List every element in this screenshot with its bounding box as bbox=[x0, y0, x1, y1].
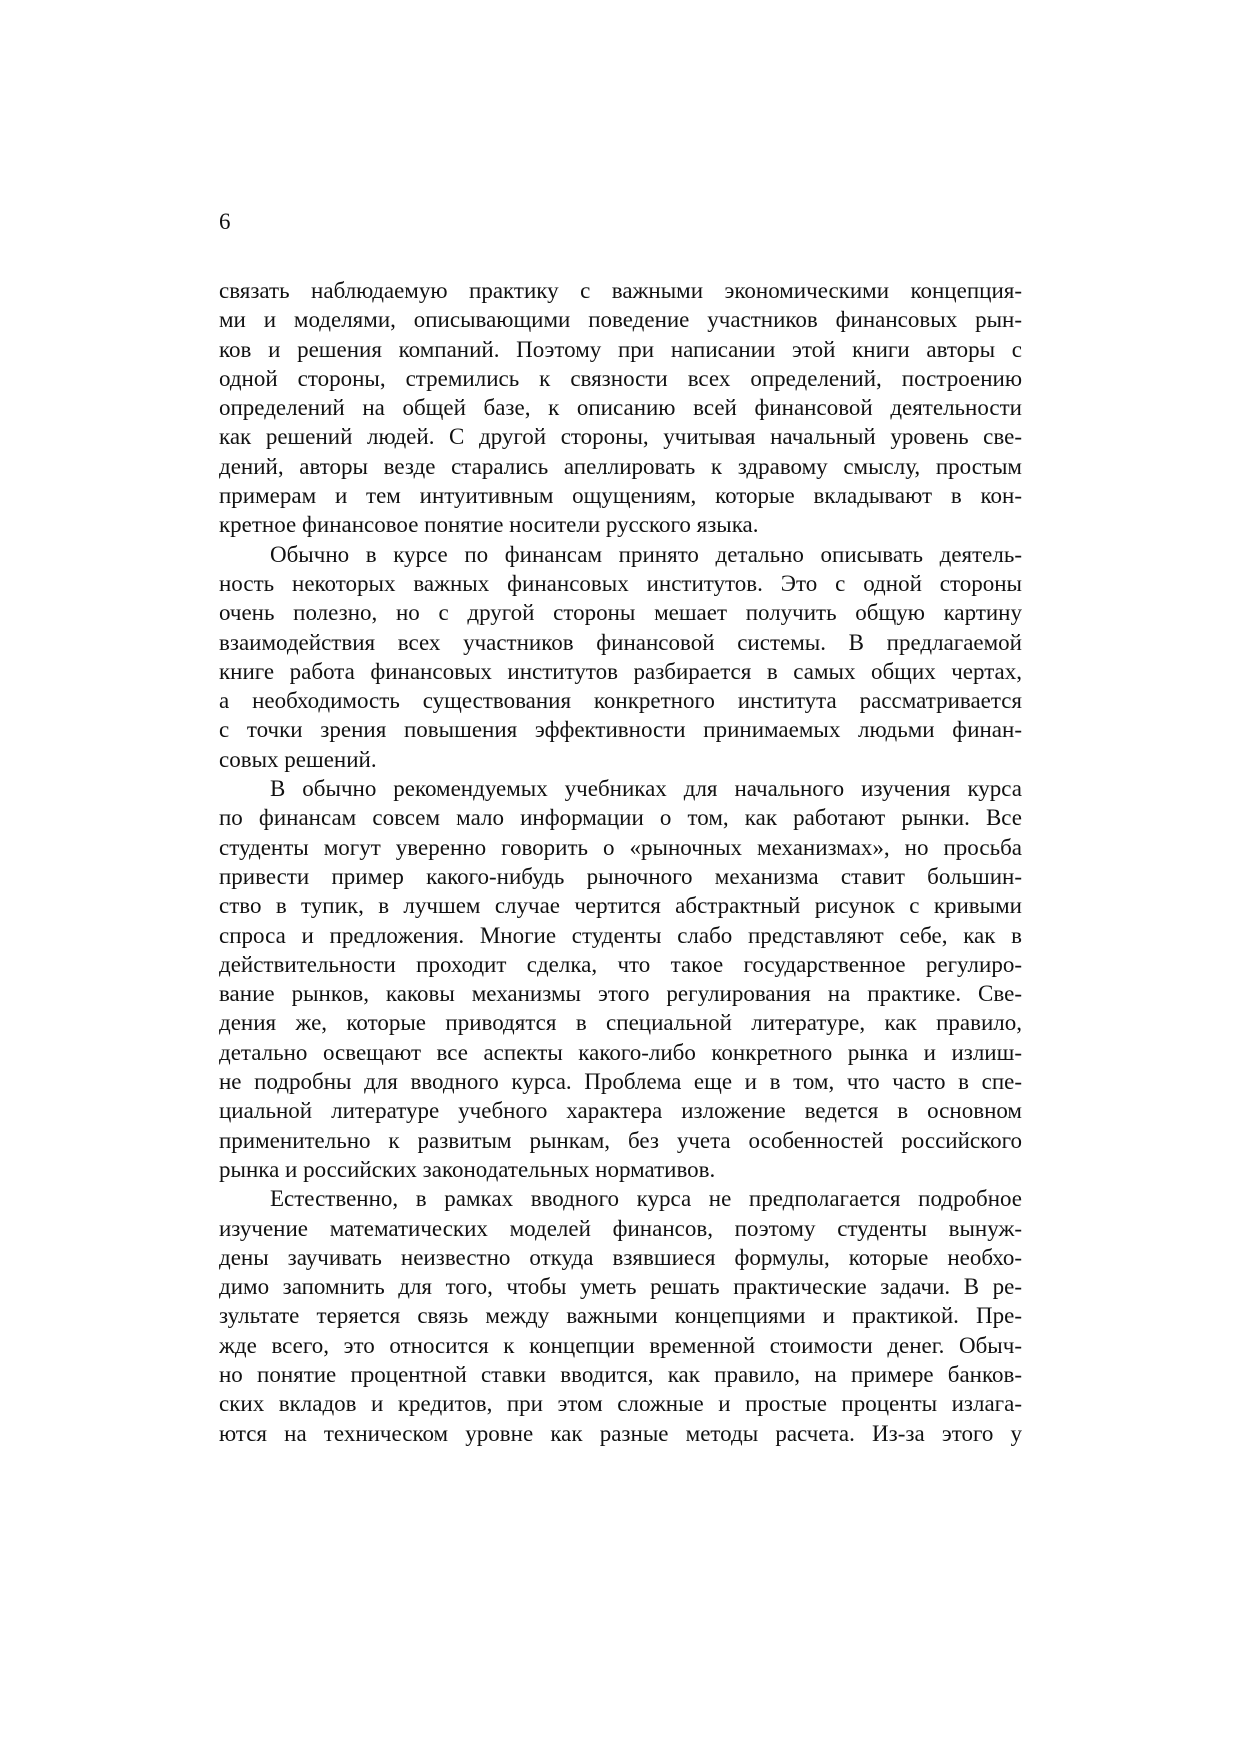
text-line: ность некоторых важных финансовых институтов. Это с одной стороны bbox=[219, 570, 1022, 596]
text-line: спроса и предложения. Многие студенты слабо представляют себе, как в bbox=[219, 922, 1022, 948]
text-line: а необходимость существования конкретного института рассматривается bbox=[219, 688, 1022, 714]
paragraph bbox=[219, 276, 1022, 540]
text-line: с точки зрения повышения эффективности принимаемых людьми финан- bbox=[219, 717, 1022, 743]
text-line: димо запомнить для того, чтобы уметь решать практические задачи. В ре- bbox=[219, 1274, 1022, 1300]
text-line: как решений людей. С другой стороны, учитывая начальный уровень све- bbox=[219, 424, 1022, 450]
paragraph bbox=[219, 774, 1022, 1184]
text-line: совых решений. bbox=[219, 746, 377, 772]
text-line: дены заучивать неизвестно откуда взявшиеся формулы, которые необхо- bbox=[219, 1244, 1022, 1270]
text-line: по финансам совсем мало информации о том, как работают рынки. Все bbox=[219, 805, 1022, 831]
text-line: определений на общей базе, к описанию всей финансовой деятельности bbox=[219, 395, 1022, 421]
text-line: примерам и тем интуитивным ощущениям, которые вкладывают в кон- bbox=[219, 483, 1022, 509]
text-line: очень полезно, но с другой стороны мешает получить общую картину bbox=[219, 600, 1022, 626]
text-line: зультате теряется связь между важными концепциями и практикой. Пре- bbox=[219, 1303, 1022, 1329]
text-line: ство в тупик, в лучшем случае чертится абстрактный рисунок с кривыми bbox=[219, 893, 1022, 919]
text-line: детально освещают все аспекты какого-либо конкретного рынка и излиш- bbox=[219, 1039, 1022, 1065]
text-line: вание рынков, каковы механизмы этого регулирования на практике. Све- bbox=[219, 981, 1022, 1007]
text-line: не подробны для вводного курса. Проблема еще и в том, что часто в спе- bbox=[219, 1069, 1022, 1095]
body-text bbox=[219, 276, 1022, 1448]
text-line: Обычно в курсе по финансам принято детально описывать деятель- bbox=[270, 541, 1022, 567]
text-line: Естественно, в рамках вводного курса не предполагается подробное bbox=[270, 1186, 1022, 1212]
paragraph bbox=[219, 540, 1022, 774]
text-line: одной стороны, стремились к связности всех определений, построению bbox=[219, 365, 1022, 391]
text-line: ских вкладов и кредитов, при этом сложные и простые проценты излага- bbox=[219, 1391, 1022, 1417]
text-line: ков и решения компаний. Поэтому при написании этой книги авторы с bbox=[219, 336, 1022, 362]
text-line: связать наблюдаемую практику с важными экономическими концепция- bbox=[219, 278, 1022, 303]
text-line: привести пример какого-нибудь рыночного механизма ставит большин- bbox=[219, 863, 1022, 889]
text-line: жде всего, это относится к концепции временной стоимости денег. Обыч- bbox=[219, 1332, 1022, 1358]
paragraph bbox=[219, 1184, 1022, 1448]
text-line: рынка и российских законодательных нормативов. bbox=[219, 1156, 716, 1182]
text-line: действительности проходит сделка, что такое государственное регулиро- bbox=[219, 951, 1022, 977]
text-line: студенты могут уверенно говорить о «рыночных механизмах», но просьба bbox=[219, 834, 1022, 860]
text-line: ми и моделями, описывающими поведение участников финансовых рын- bbox=[219, 307, 1022, 333]
text-line: дений, авторы везде старались апеллировать к здравому смыслу, простым bbox=[219, 453, 1022, 479]
text-line: взаимодействия всех участников финансовой системы. В предлагаемой bbox=[219, 629, 1022, 655]
text-line: изучение математических моделей финансов, поэтому студенты вынуж- bbox=[219, 1215, 1022, 1241]
text-line: но понятие процентной ставки вводится, как правило, на примере банков- bbox=[219, 1361, 1022, 1387]
text-line: циальной литературе учебного характера изложение ведется в основном bbox=[219, 1098, 1022, 1124]
text-line: применительно к развитым рынкам, без учета особенностей российского bbox=[219, 1127, 1022, 1153]
page-number: 6 bbox=[219, 209, 231, 234]
text-line: книге работа финансовых институтов разбирается в самых общих чертах, bbox=[219, 658, 1022, 684]
text-line: дения же, которые приводятся в специальной литературе, как правило, bbox=[219, 1010, 1022, 1036]
text-line: ются на техническом уровне как разные методы расчета. Из-за этого у bbox=[219, 1420, 1022, 1446]
text-line: кретное финансовое понятие носители русского языка. bbox=[219, 512, 759, 538]
text-line: В обычно рекомендуемых учебниках для начального изучения курса bbox=[270, 776, 1022, 802]
